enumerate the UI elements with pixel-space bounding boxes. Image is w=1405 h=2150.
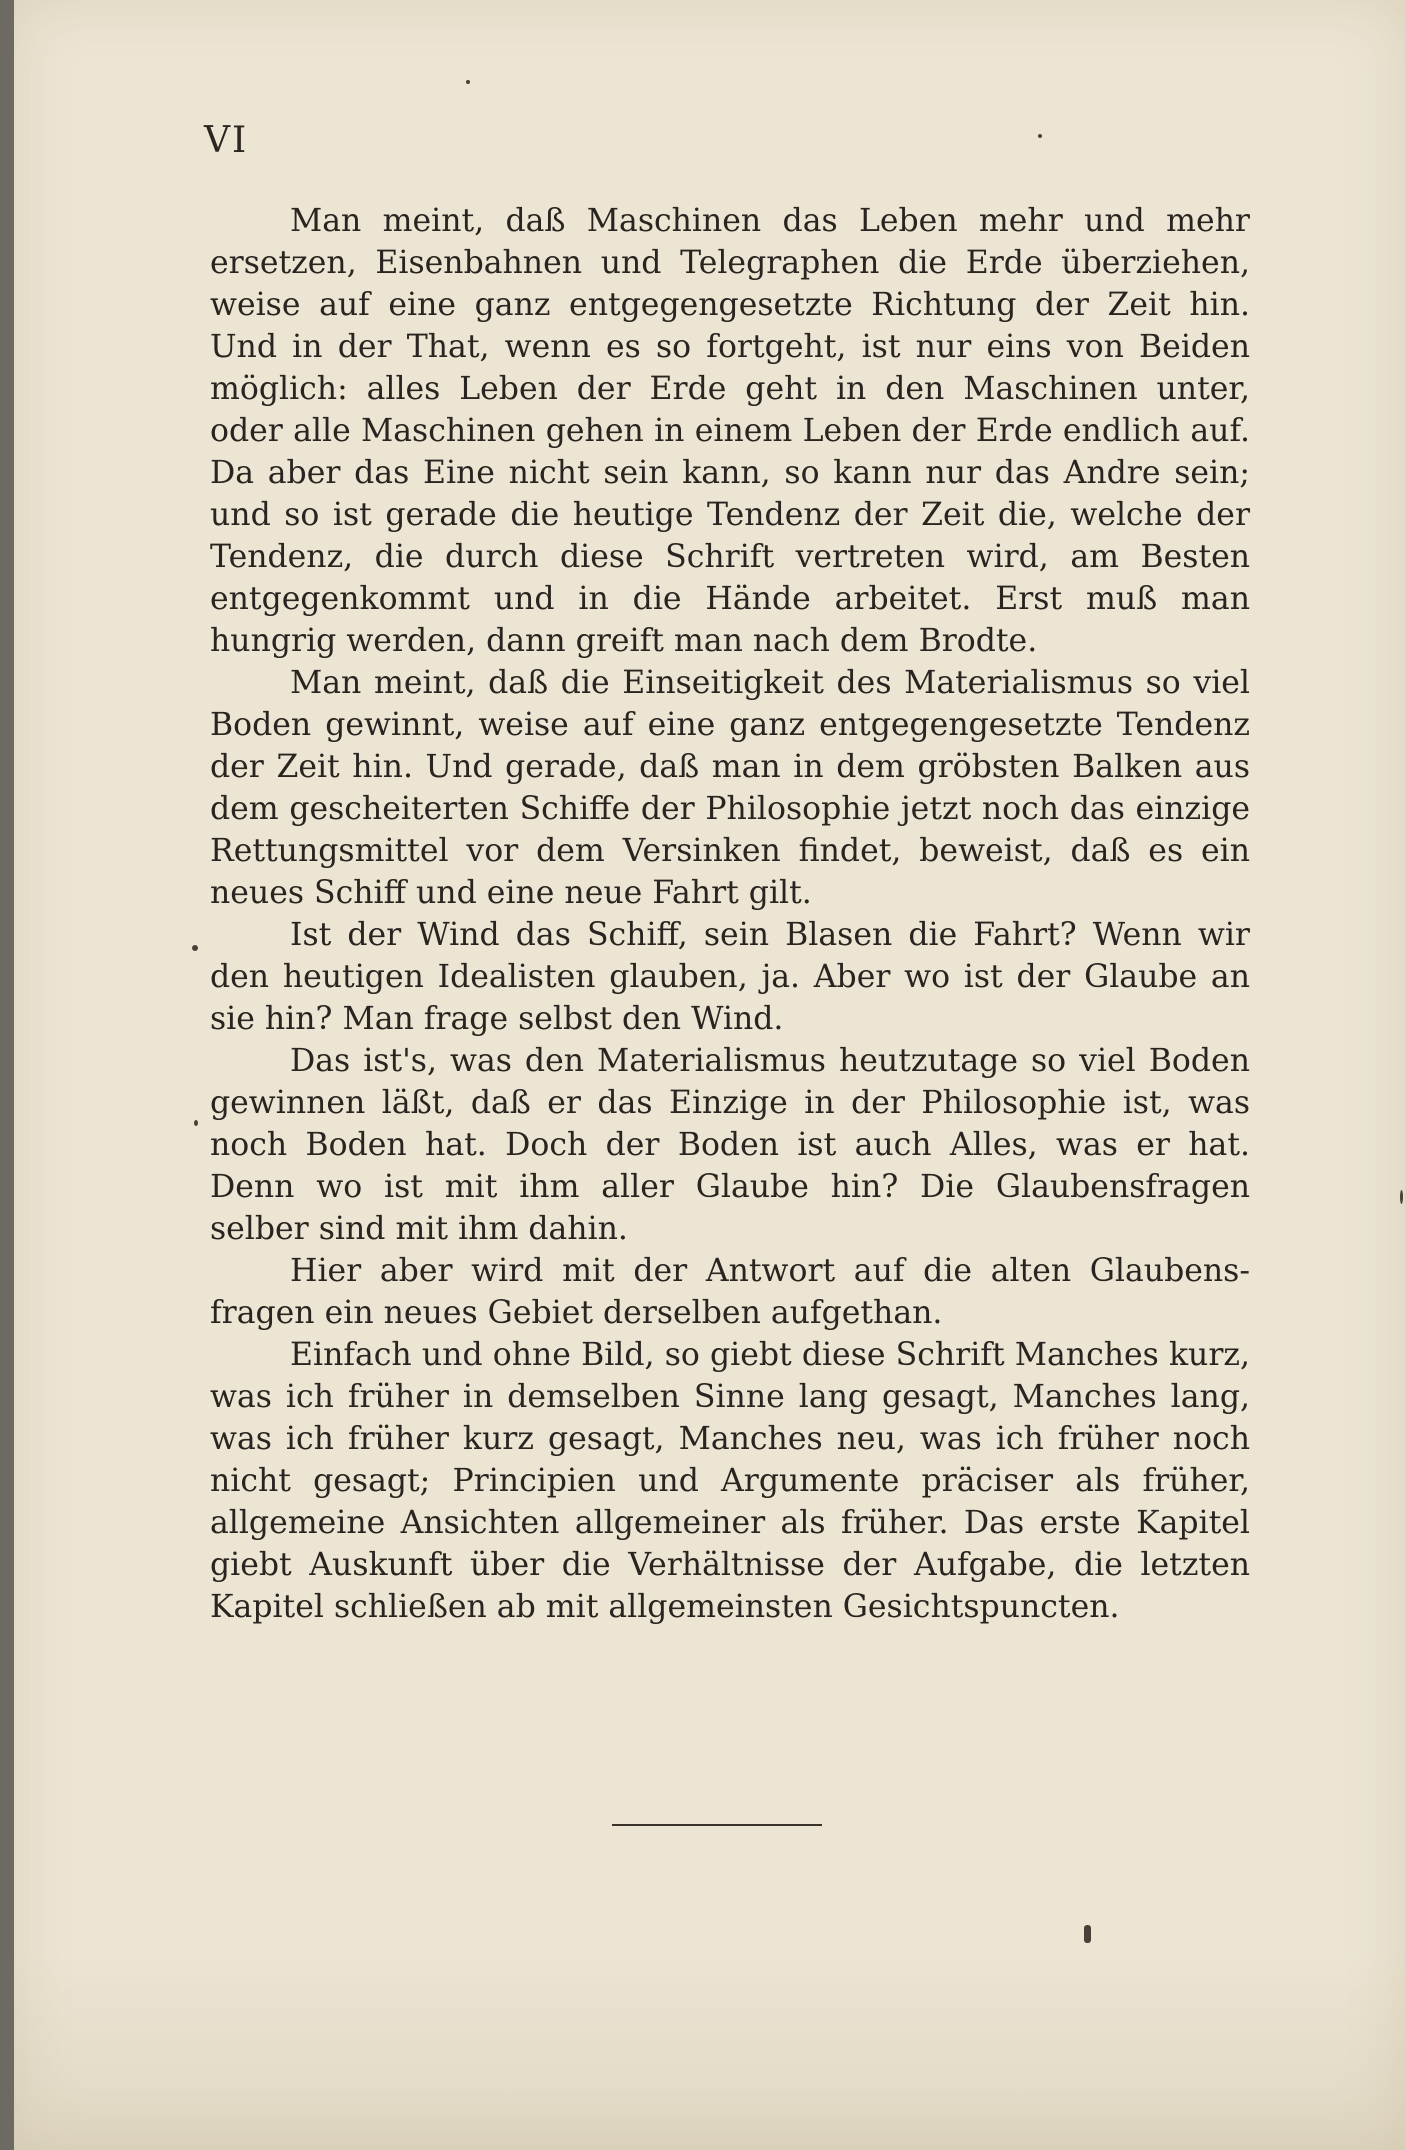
ink-speck — [192, 945, 198, 951]
ink-speck — [1038, 134, 1042, 138]
paragraph-2: Man meint, daß die Einseitigkeit des Materialismus so viel Boden gewinnt, weise auf eine ganz entgegengesetzte Tendenz der Zeit hin. Und gerade, daß man in dem gröbsten Balken aus dem gescheiterten Schiffe der Philosophie jetzt noch das einzige Rettungsmittel vor dem Versinken findet, beweist, daß es ein neues Schiff und eine neue Fahrt gilt. — [210, 665, 1250, 911]
ink-speck — [194, 1120, 198, 1126]
page-stain — [14, 1950, 1405, 2150]
paragraph-1: Man meint, daß Maschinen das Leben mehr und mehr ersetzen, Eisenbahnen und Telegraphen die Erde überziehen, weise auf eine ganz entgegengesetzte Richtung der Zeit hin. Und in der That, wenn es so fortgeht, ist nur eins von Beiden möglich: alles Leben der Erde geht in den Maschinen unter, oder alle Maschinen gehen in einem Leben der Erde endlich auf. Da aber das Eine nicht sein kann, so kann nur das Andre sein; und so ist gerade die heutige Tendenz der Zeit die, welche der Tendenz, die durch diese Schrift vertreten wird, am Besten entgegenkommt und in die Hände arbeitet. Erst muß man hungrig werden, dann greift man nach dem Brodte. — [210, 203, 1250, 659]
paragraph-4: Das ist's, was den Materialismus heutzutage so viel Boden gewinnen läßt, daß er das Einzige in der Philosophie ist, was noch Boden hat. Doch der Boden ist auch Alles, was er hat. Denn wo ist mit ihm aller Glaube hin? Die Glaubensfragen selber sind mit ihm dahin. — [210, 1043, 1250, 1247]
ink-speck — [466, 80, 470, 84]
book-page — [14, 0, 1405, 2150]
body-text — [210, 200, 1250, 1628]
page-number: VI — [204, 120, 249, 161]
end-rule — [612, 1824, 822, 1826]
ink-speck — [1400, 1190, 1403, 1204]
ink-speck — [1084, 1925, 1091, 1943]
paragraph-5: Hier aber wird mit der Antwort auf die alten Glaubensfragen ein neues Gebiet derselben aufgethan. — [210, 1253, 1250, 1331]
paragraph-6: Einfach und ohne Bild, so giebt diese Schrift Manches kurz, was ich früher in demselben Sinne lang gesagt, Manches lang, was ich früher kurz gesagt, Manches neu, was ich früher noch nicht gesagt; Principien und Argumente präciser als früher, allgemeine Ansichten allgemeiner als früher. Das erste Kapitel giebt Auskunft über die Verhältnisse der Aufgabe, die letzten Kapitel schließen ab mit allgemeinsten Gesichtspuncten. — [210, 1337, 1250, 1625]
paragraph-3: Ist der Wind das Schiff, sein Blasen die Fahrt? Wenn wir den heutigen Idealisten glauben, ja. Aber wo ist der Glaube an sie hin? Man frage selbst den Wind. — [210, 917, 1250, 1037]
